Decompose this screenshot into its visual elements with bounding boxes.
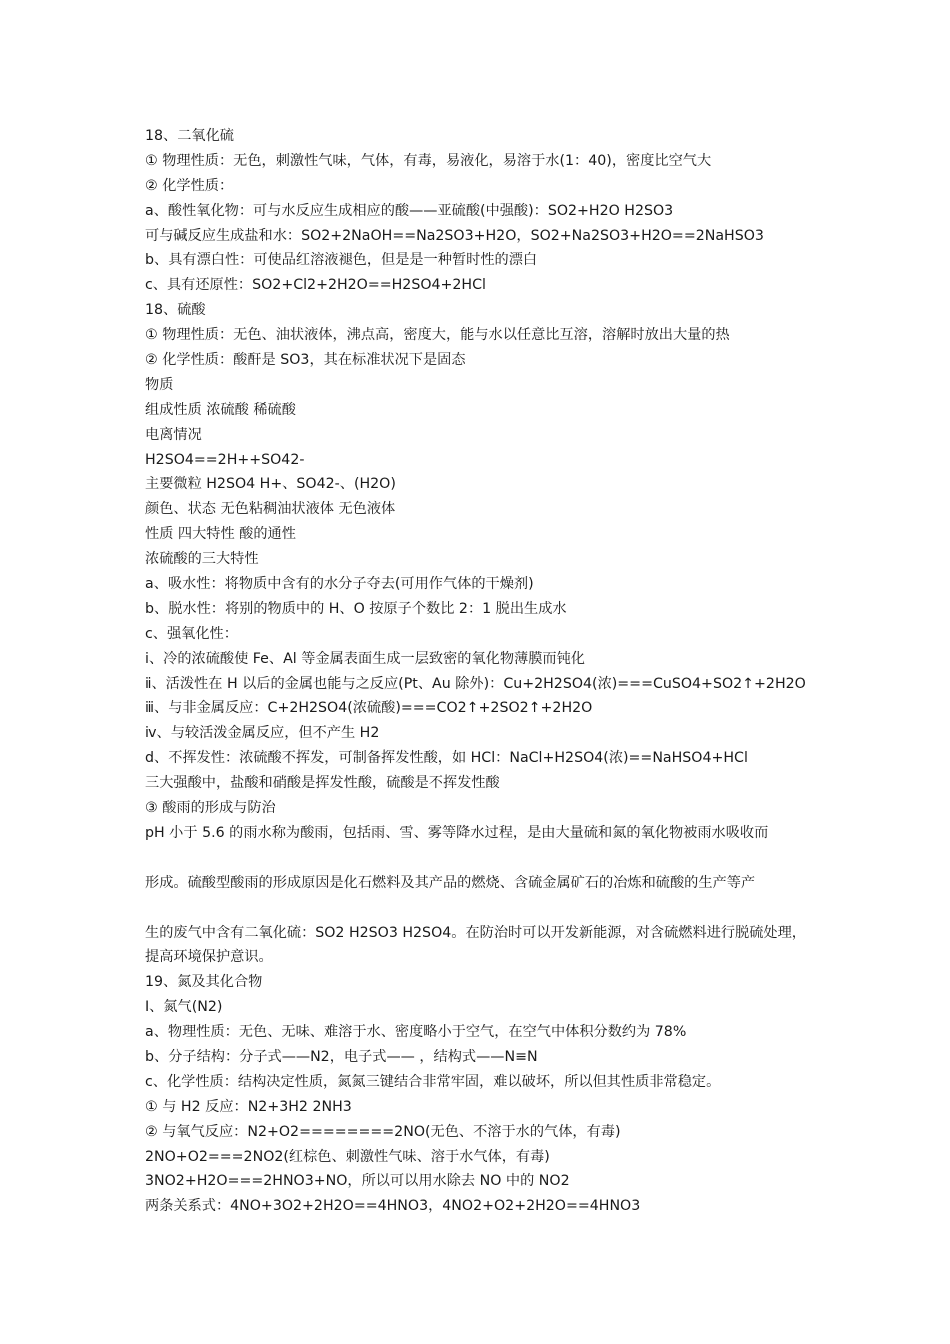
- text-line: 电离情况: [145, 426, 202, 443]
- text-line: 三大强酸中，盐酸和硝酸是挥发性酸，硫酸是不挥发性酸: [145, 775, 500, 792]
- text-line: ⅳ、与较活泼金属反应，但不产生 H2: [145, 725, 380, 742]
- text-line: 颜色、状态 无色粘稠油状液体 无色液体: [145, 501, 396, 518]
- paragraph: 形成。硫酸型酸雨的形成原因是化石燃料及其产品的燃烧、含硫金属矿石的冶炼和硫酸的生产等产: [145, 874, 756, 891]
- text-line: 可与碱反应生成盐和水：SO2+2NaOH==Na2SO3+H2O，SO2+Na2SO3+H2O==2NaHSO3: [145, 227, 764, 244]
- section-heading: 19、氮及其化合物: [145, 974, 263, 991]
- text-line: ① 与 H2 反应：N2+3H2 2NH3: [145, 1098, 352, 1115]
- section-heading: 18、二氧化硫: [145, 128, 234, 144]
- text-line: 组成性质 浓硫酸 稀硫酸: [145, 401, 296, 418]
- text-line: 3NO2+H2O===2HNO3+NO，所以可以用水除去 NO 中的 NO2: [145, 1173, 570, 1190]
- text-line: ① 物理性质：无色，刺激性气味，气体，有毒，易液化，易溶于水(1：40)，密度比空气大: [145, 152, 712, 169]
- text-line: a、物理性质：无色、无味、难溶于水、密度略小于空气，在空气中体积分数约为 78%: [145, 1024, 687, 1041]
- text-line: 主要微粒 H2SO4 H+、SO42-、(H2O): [145, 476, 396, 493]
- section-heading: 18、硫酸: [145, 302, 206, 319]
- text-line: ③ 酸雨的形成与防治: [145, 800, 276, 817]
- text-line: c、化学性质：结构决定性质，氮氮三键结合非常牢固，难以破坏，所以但其性质非常稳定。: [145, 1073, 721, 1090]
- text-line: ① 物理性质：无色、油状液体，沸点高，密度大，能与水以任意比互溶，溶解时放出大量的热: [145, 327, 730, 344]
- text-line: ② 化学性质：: [145, 177, 234, 194]
- text-line: c、强氧化性：: [145, 625, 238, 642]
- text-line: b、具有漂白性：可使品红溶液褪色，但是是一种暂时性的漂白: [145, 252, 538, 269]
- text-line: 物质: [145, 376, 174, 393]
- text-line: ② 化学性质：酸酐是 SO3，其在标准状况下是固态: [145, 352, 466, 369]
- text-line: 两条关系式：4NO+3O2+2H2O==4HNO3，4NO2+O2+2H2O==4HNO3: [145, 1198, 641, 1215]
- paragraph: pH 小于 5.6 的雨水称为酸雨，包括雨、雪、雾等降水过程，是由大量硫和氮的氧化物被雨水吸收而: [145, 824, 769, 841]
- text-line: 性质 四大特性 酸的通性: [145, 526, 296, 543]
- paragraph: 生的废气中含有二氧化硫：SO2 H2SO3 H2SO4。在防治时可以开发新能源，对含硫燃料进行脱硫处理，提高环境保护意识。: [145, 924, 806, 966]
- text-line: c、具有还原性：SO2+Cl2+2H2O==H2SO4+2HCl: [145, 277, 486, 294]
- text-line: a、吸水性：将物质中含有的水分子夺去(可用作气体的干燥剂): [145, 576, 534, 593]
- text-line: ⅲ、与非金属反应：C+2H2SO4(浓硫酸)===CO2↑+2SO2↑+2H2O: [145, 700, 593, 717]
- text-line: ⅱ、活泼性在 H 以后的金属也能与之反应(Pt、Au 除外)：Cu+2H2SO4(浓)===CuSO4+SO2↑+2H2O: [145, 675, 806, 692]
- text-line: ⅰ、冷的浓硫酸使 Fe、Al 等金属表面生成一层致密的氧化物薄膜而钝化: [145, 650, 585, 667]
- text-line: Ⅰ、氮气(N2): [145, 999, 223, 1016]
- text-line: H2SO4==2H++SO42-: [145, 451, 305, 468]
- document-body: [145, 124, 813, 1219]
- text-line: b、分子结构：分子式——N2，电子式—— ，结构式——N≡N: [145, 1049, 538, 1065]
- text-line: a、酸性氧化物：可与水反应生成相应的酸——亚硫酸(中强酸)：SO2+H2O H2SO3: [145, 202, 674, 219]
- text-line: 浓硫酸的三大特性: [145, 551, 259, 568]
- text-line: d、不挥发性：浓硫酸不挥发，可制备挥发性酸，如 HCl：NaCl+H2SO4(浓)==NaHSO4+HCl: [145, 750, 748, 767]
- text-line: b、脱水性：将别的物质中的 H、O 按原子个数比 2：1 脱出生成水: [145, 600, 567, 617]
- text-line: 2NO+O2===2NO2(红棕色、刺激性气味、溶于水气体，有毒): [145, 1148, 550, 1165]
- text-line: ② 与氧气反应：N2+O2========2NO(无色、不溶于水的气体，有毒): [145, 1123, 621, 1140]
